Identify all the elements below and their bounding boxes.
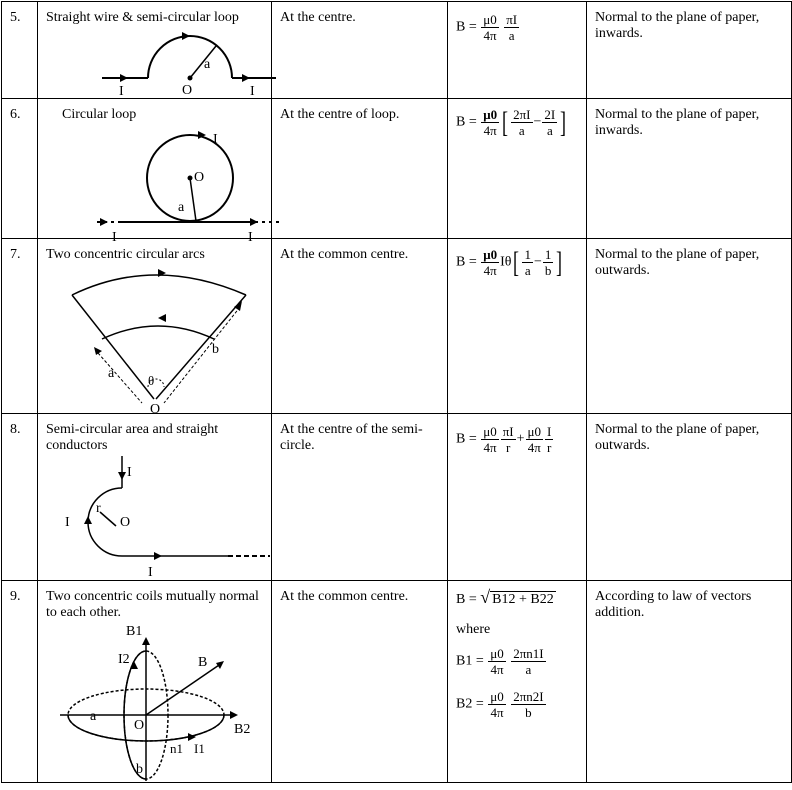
- constant-denominator: 4π: [483, 123, 497, 138]
- formula: B = $\frac{\mu 0}{4\pi}$ [ $\frac{2\pi I}{a}$ − $\frac{2I}{a}$ ]: [456, 105, 567, 139]
- row-title: Two concentric circular arcs: [46, 247, 205, 262]
- angle-label: θ: [148, 373, 155, 388]
- centre-label: O: [150, 402, 161, 417]
- term-numerator: 2πn1I: [513, 646, 544, 661]
- constant-numerator: μ0: [483, 12, 497, 27]
- direction-text: Normal to the plane of paper, outwards.: [595, 247, 760, 278]
- position-text: At the common centre.: [280, 589, 409, 604]
- term-denominator: r: [547, 440, 552, 455]
- row-title: Circular loop: [62, 107, 137, 122]
- formula-lhs: B =: [456, 114, 477, 130]
- term-numerator: I: [547, 424, 552, 439]
- direction-text: According to law of vectors addition.: [595, 589, 752, 620]
- table-row: [2, 99, 792, 239]
- direction-text: Normal to the plane of paper, outwards.: [595, 422, 760, 453]
- current-label: I: [248, 230, 253, 245]
- formula-lhs: B =: [456, 254, 477, 270]
- table-row: [2, 414, 792, 581]
- constant-denominator: 4π: [490, 705, 504, 720]
- radius-label: a: [108, 366, 115, 381]
- b2-formula: [456, 689, 586, 720]
- formula: [448, 2, 586, 43]
- radius-b-label: b: [136, 762, 143, 777]
- constant-denominator: 4π: [490, 662, 504, 677]
- term-denominator: a: [525, 662, 532, 677]
- current-label: I: [119, 84, 124, 99]
- n1-label: n1: [170, 741, 183, 756]
- row-title: Straight wire & semi-circular loop: [46, 10, 239, 25]
- term-numerator: πI: [502, 424, 514, 439]
- row-number: 6.: [10, 107, 21, 122]
- current-label: I: [148, 565, 153, 580]
- term-numerator: πI: [506, 12, 518, 27]
- term-denominator: a: [518, 123, 525, 138]
- row-number: 9.: [10, 589, 21, 604]
- root-expression: B12 + B22: [492, 592, 554, 607]
- constant-numerator: μ0: [490, 689, 504, 704]
- resultant-b-label: B: [198, 655, 208, 670]
- term-denominator: b: [544, 263, 552, 278]
- direction-text: Normal to the plane of paper, inwards.: [595, 107, 760, 138]
- term-denominator: b: [525, 705, 532, 720]
- b1-formula: [456, 646, 586, 677]
- constant-numerator: μ0: [483, 107, 498, 122]
- formula-lhs: B2 =: [456, 696, 484, 712]
- radius-a-label: a: [90, 709, 97, 724]
- current-label: I: [65, 515, 70, 530]
- centre-label: O: [134, 718, 145, 733]
- circular-loop-diagram: [38, 123, 271, 245]
- row-title: Two concentric coils mutually normal to each other.: [46, 589, 259, 620]
- b1-label: [126, 624, 142, 639]
- constant-denominator: 4π: [483, 263, 497, 278]
- constant-numerator: μ0: [483, 247, 498, 262]
- radius-label: r: [96, 501, 101, 516]
- term-denominator: r: [506, 440, 511, 455]
- formula-lhs: B1 =: [456, 653, 484, 669]
- concentric-arcs-diagram: [38, 263, 271, 417]
- operator: +: [516, 431, 525, 447]
- formula-block: [448, 581, 586, 720]
- b1-label-text: B1: [126, 624, 143, 639]
- term-numerator: 2πI: [513, 107, 531, 122]
- current-label: I: [250, 84, 255, 99]
- i2-label: I2: [118, 652, 130, 667]
- constant-denominator: 4π: [527, 440, 541, 455]
- direction-text: Normal to the plane of paper, inwards.: [595, 10, 760, 41]
- formula-lhs: B =: [456, 431, 477, 447]
- row-number: 8.: [10, 422, 21, 437]
- constant-numerator: μ0: [490, 646, 504, 661]
- concentric-coils-diagram: [38, 621, 271, 781]
- radius-label: a: [178, 200, 185, 215]
- radius-label: b: [212, 342, 219, 357]
- operator: −: [533, 254, 542, 270]
- term-denominator: a: [524, 263, 531, 278]
- table-row: [2, 239, 792, 414]
- table-row: [2, 581, 792, 783]
- constant-numerator: μ0: [527, 424, 542, 439]
- formula: [448, 414, 586, 455]
- position-text: At the centre of loop.: [280, 107, 400, 122]
- current-label: I: [213, 132, 218, 147]
- formula-lhs: B =: [456, 592, 477, 607]
- constant-denominator: 4π: [483, 28, 497, 43]
- current-angle-term: Iθ: [500, 254, 512, 270]
- current-label: I: [112, 230, 117, 245]
- term-numerator: 1: [544, 247, 552, 262]
- constant-denominator: 4π: [483, 440, 497, 455]
- centre-label: O: [120, 515, 131, 530]
- radius-label: a: [204, 57, 211, 72]
- resultant-formula: B = √ B12 + B22: [456, 587, 554, 607]
- centre-label: O: [182, 83, 193, 98]
- row-title: Semi-circular area and straight conductors: [46, 422, 219, 453]
- i1-label: I1: [194, 741, 205, 756]
- position-text: At the common centre.: [280, 247, 409, 262]
- term-numerator: 2I: [544, 107, 556, 122]
- magnetic-field-table: [1, 1, 792, 783]
- term-denominator: a: [546, 123, 553, 138]
- term-denominator: a: [508, 28, 515, 43]
- row-number: 7.: [10, 247, 21, 262]
- term-numerator: 2πn2I: [513, 689, 544, 704]
- row-number: 5.: [10, 10, 21, 25]
- straight-wire-semicircle-diagram: [38, 26, 271, 99]
- current-label: I: [127, 465, 132, 480]
- semicircle-conductors-diagram: [38, 454, 271, 579]
- table-row: [2, 2, 792, 99]
- constant-numerator: μ0: [483, 424, 497, 439]
- where-text: where: [456, 622, 491, 637]
- formula-lhs: B =: [456, 19, 477, 35]
- position-text: At the centre of the semi-circle.: [280, 422, 423, 453]
- b2-label: B2: [234, 722, 251, 737]
- term-numerator: 1: [524, 247, 531, 262]
- position-text: At the centre.: [280, 10, 356, 25]
- centre-label: O: [194, 170, 205, 185]
- operator: −: [533, 114, 542, 130]
- formula: B = $\frac{\mu 0}{4\pi}$ Iθ[ $\frac{1}{a}$ − $\frac{1}{b}$ ]: [456, 245, 563, 279]
